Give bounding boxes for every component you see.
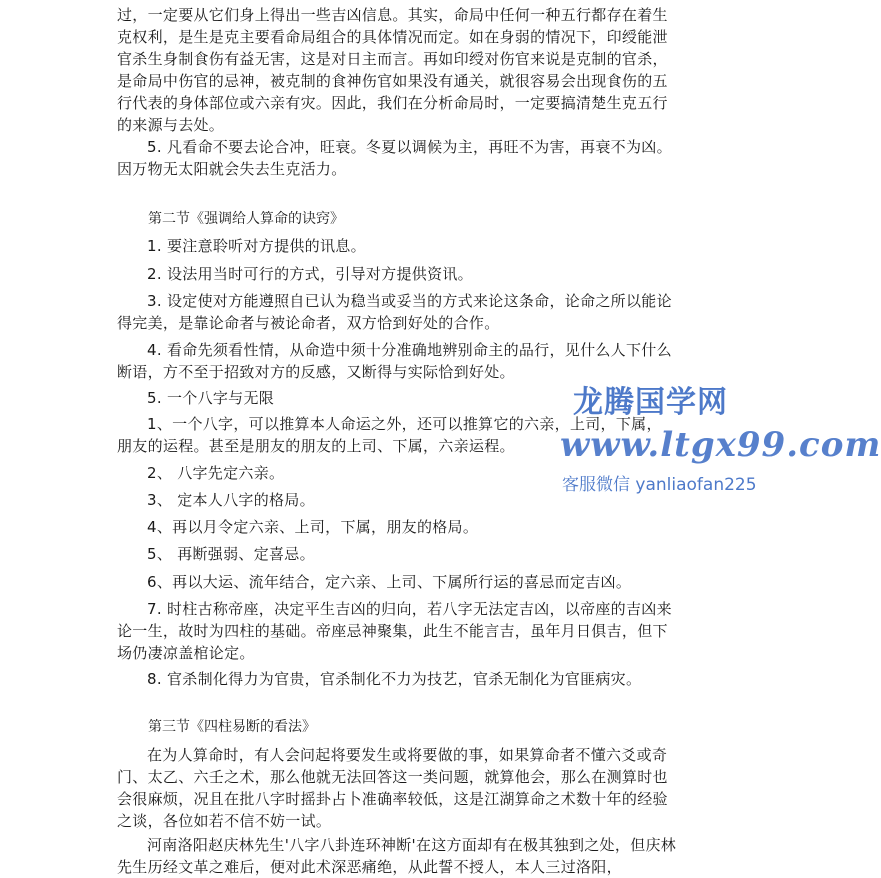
list-item: 1、一个八字，可以推算本人命运之外，还可以推算它的六亲，上司，下属，朋友的运程。甚至是朋友的朋友的上司、下属，六亲运程。 [117,415,662,455]
list-item: 5、 再断强弱、定喜忌。 [147,545,315,563]
list-item: 7. 时柱古称帝座，决定平生吉凶的归向，若八字无法定吉凶，以帝座的吉凶来论一生，故时为四柱的基础。帝座忌神聚集，此生不能言吉，虽年月日俱吉，但下场仍凄凉盖棺论定。 [117,600,672,662]
list-item: 4、再以月令定六亲、上司，下属，朋友的格局。 [147,518,479,536]
watermark-url: www.ltgx99.com [560,425,881,465]
watermark-contact: 客服微信 yanliaofan225 [562,475,757,495]
list-item: 2、 八字先定六亲。 [147,464,285,482]
paragraph-sizhu: 在为人算命时，有人会问起将要发生或将要做的事，如果算命者不懂六爻或奇门、太乙、六壬之术，那么他就无法回答这一类问题，就算他会，那么在测算时也会很麻烦，况且在批八字时摇卦占卜准确率较低，这是江湖算命之术数十年的经验之谈，各位如若不信不妨一试。 [117,746,668,830]
list-item: 6、再以大运、流年结合，定六亲、上司、下属所行运的喜忌而定吉凶。 [147,573,632,591]
list-item: 3. 设定使对方能遵照自已认为稳当或妥当的方式来论这条命，论命之所以能论得完美，是靠论命者与被论命者，双方恰到好处的合作。 [117,292,672,332]
section-3-heading: 第三节《四柱易断的看法》 [148,719,316,735]
watermark-title: 龙腾国学网 [573,385,728,420]
paragraph-shengke: 过，一定要从它们身上得出一些吉凶信息。其实，命局中任何一种五行都存在着生克权利，是生是克主要看命局组合的具体情况而定。如在身弱的情况下，印绶能泄官杀生身制食伤有益无害，这是对日主而言。再如印绶对伤官来说是克制的官杀，是命局中伤官的忌神，被克制的食神伤官如果没有通关，就很容易会出现食伤的五行代表的身体部位或六亲有灾。因此，我们在分析命局时，一定要搞清楚生克五行的来源与去处。 [117,6,668,134]
paragraph-zhao: 河南洛阳赵庆林先生'八字八卦连环神断'在这方面却有在极其独到之处，但庆林先生历经文革之难后，便对此术深恶痛绝，从此誓不授人，本人三过洛阳， [117,836,677,876]
list-item: 4. 看命先须看性情，从命造中须十分准确地辨别命主的品行，见什么人下什么断语，方不至于招致对方的反感，又断得与实际恰到好处。 [117,341,672,381]
paragraph-item-5: 5. 凡看命不要去论合冲，旺衰。冬夏以调候为主，再旺不为害，再衰不为凶。因万物无太阳就会失去生克活力。 [117,138,672,178]
section-2-heading: 第二节《强调给人算命的诀窍》 [148,211,344,227]
list-item: 3、 定本人八字的格局。 [147,491,315,509]
list-item: 2. 设法用当时可行的方式，引导对方提供资讯。 [147,265,473,283]
list-item: 8. 官杀制化得力为官贵，官杀制化不力为技艺，官杀无制化为官匪病灾。 [147,670,642,688]
list-item: 5. 一个八字与无限 [147,389,275,407]
list-item: 1. 要注意聆听对方提供的讯息。 [147,237,366,255]
